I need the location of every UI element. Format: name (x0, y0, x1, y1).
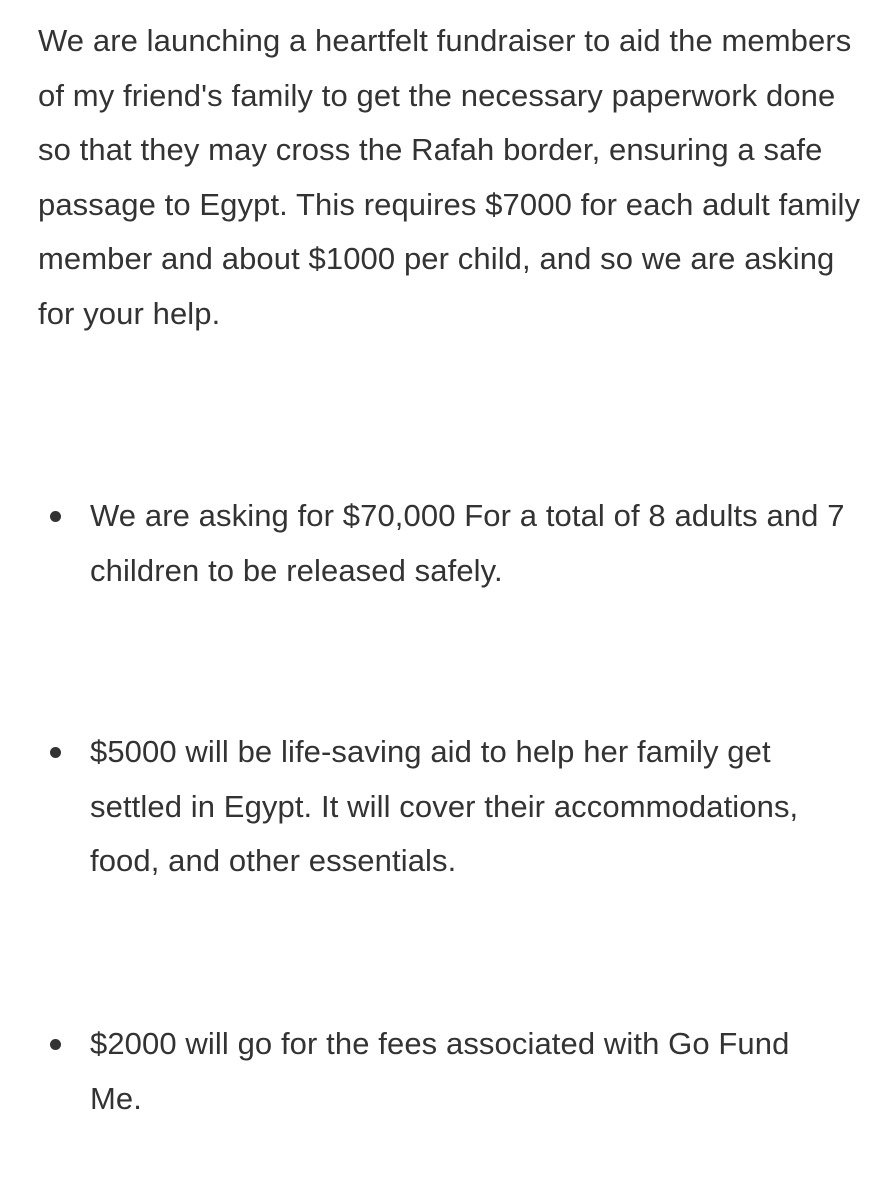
list-item-text: $2000 will go for the fees associated with Go Fund Me. (90, 1026, 790, 1116)
list-item (90, 725, 850, 889)
list-item-text: We are asking for $70,000 For a total of 8 adults and 7 children to be released safely. (90, 498, 845, 588)
bullet-dot-icon (50, 1039, 61, 1050)
fundraiser-description (38, 14, 868, 341)
list-item-text: $5000 will be life-saving aid to help her family get settled in Egypt. It will cover their accommodations, food, and other essentials. (90, 734, 799, 878)
list-item (90, 1017, 850, 1126)
list-item (90, 489, 850, 598)
intro-paragraph: We are launching a heartfelt fundraiser to aid the members of my friend's family to get the necessary paperwork done so that they may cross the Rafah border, ensuring a safe passage to Egypt. This requires $7000 for each adult family member and about $1000 per child, and so we are asking for your help. (38, 23, 861, 331)
bullet-dot-icon (50, 747, 61, 758)
bullet-dot-icon (50, 511, 61, 522)
